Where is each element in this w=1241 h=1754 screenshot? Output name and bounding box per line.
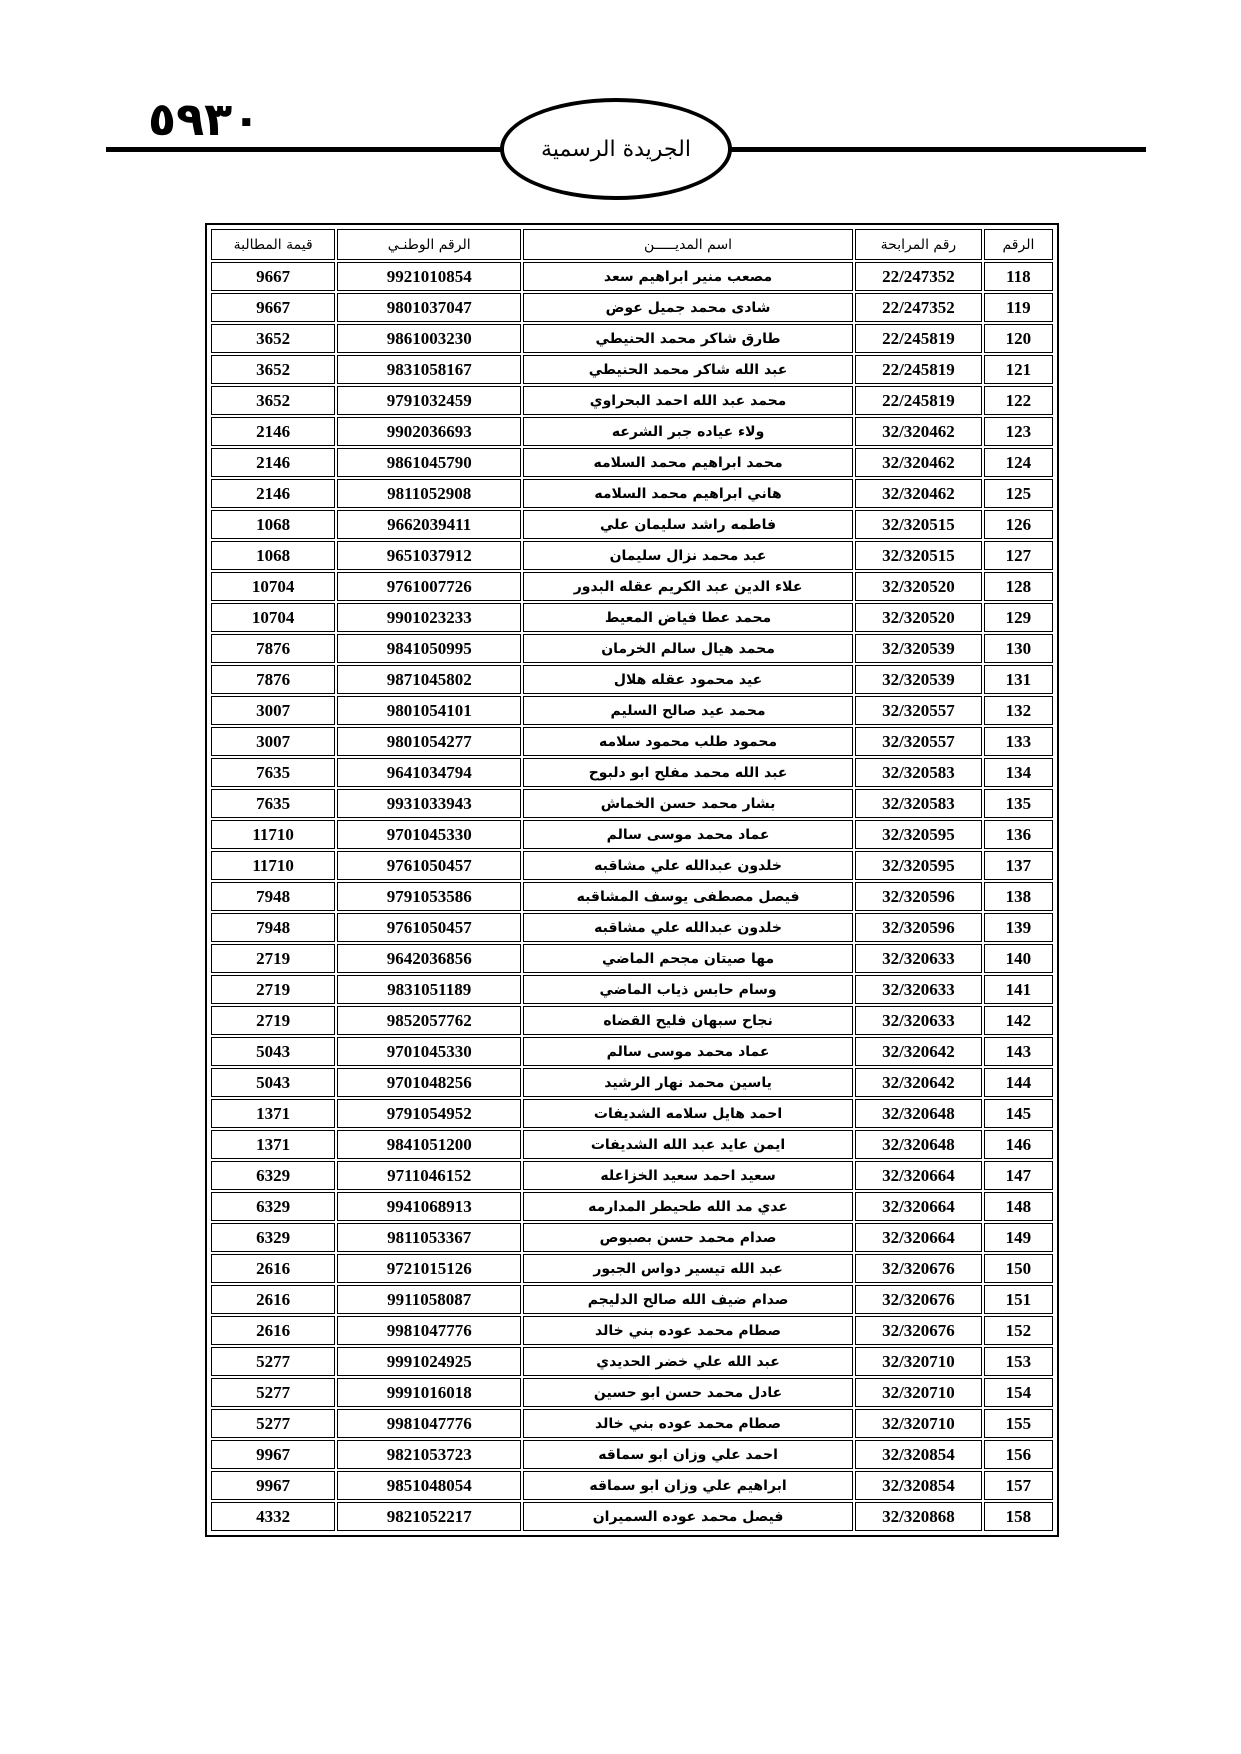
table-row bbox=[211, 1502, 1053, 1531]
national-id: 9831058167 bbox=[337, 355, 521, 384]
murabaha-number: 32/320596 bbox=[855, 913, 982, 942]
debtor-name: نجاح سبهان فليح القضاه bbox=[523, 1006, 853, 1035]
murabaha-number: 32/320676 bbox=[855, 1285, 982, 1314]
national-id: 9931033943 bbox=[337, 789, 521, 818]
masthead-title: الجريدة الرسمية bbox=[541, 136, 691, 162]
debtor-name: صدام محمد حسن بصبوص bbox=[523, 1223, 853, 1252]
table-row bbox=[211, 1316, 1053, 1345]
debtor-name: هاني ابراهيم محمد السلامه bbox=[523, 479, 853, 508]
table-row bbox=[211, 324, 1053, 353]
murabaha-number: 32/320642 bbox=[855, 1068, 982, 1097]
murabaha-number: 32/320557 bbox=[855, 696, 982, 725]
table-row bbox=[211, 262, 1053, 291]
claim-value: 9967 bbox=[211, 1440, 335, 1469]
national-id: 9902036693 bbox=[337, 417, 521, 446]
claim-value: 7948 bbox=[211, 882, 335, 911]
claim-value: 5277 bbox=[211, 1347, 335, 1376]
murabaha-number: 32/320642 bbox=[855, 1037, 982, 1066]
claim-value: 1068 bbox=[211, 510, 335, 539]
national-id: 9701045330 bbox=[337, 1037, 521, 1066]
debtor-name: خلدون عبدالله علي مشاقبه bbox=[523, 851, 853, 880]
column-header-debtor-name: اسم المديـــــن bbox=[523, 229, 853, 260]
national-id: 9831051189 bbox=[337, 975, 521, 1004]
row-index: 125 bbox=[984, 479, 1053, 508]
debtor-name: ايمن عايد عبد الله الشديفات bbox=[523, 1130, 853, 1159]
claim-value: 7876 bbox=[211, 634, 335, 663]
debtor-name: علاء الدين عبد الكريم عقله البدور bbox=[523, 572, 853, 601]
table-row bbox=[211, 727, 1053, 756]
table-row bbox=[211, 1254, 1053, 1283]
national-id: 9811053367 bbox=[337, 1223, 521, 1252]
table-row bbox=[211, 665, 1053, 694]
murabaha-number: 32/320648 bbox=[855, 1130, 982, 1159]
row-index: 142 bbox=[984, 1006, 1053, 1035]
murabaha-number: 32/320596 bbox=[855, 882, 982, 911]
claim-value: 7948 bbox=[211, 913, 335, 942]
row-index: 148 bbox=[984, 1192, 1053, 1221]
row-index: 126 bbox=[984, 510, 1053, 539]
claim-value: 2616 bbox=[211, 1285, 335, 1314]
national-id: 9981047776 bbox=[337, 1409, 521, 1438]
debtor-name: ياسين محمد نهار الرشيد bbox=[523, 1068, 853, 1097]
row-index: 131 bbox=[984, 665, 1053, 694]
murabaha-number: 32/320648 bbox=[855, 1099, 982, 1128]
table-row bbox=[211, 851, 1053, 880]
murabaha-number: 32/320515 bbox=[855, 510, 982, 539]
debtor-name: محمود طلب محمود سلامه bbox=[523, 727, 853, 756]
national-id: 9841050995 bbox=[337, 634, 521, 663]
national-id: 9811052908 bbox=[337, 479, 521, 508]
claim-value: 9667 bbox=[211, 293, 335, 322]
national-id: 9801037047 bbox=[337, 293, 521, 322]
national-id: 9851048054 bbox=[337, 1471, 521, 1500]
national-id: 9761007726 bbox=[337, 572, 521, 601]
debtor-name: وسام حابس ذياب الماضي bbox=[523, 975, 853, 1004]
debtor-name: عبد الله تيسير دواس الجبور bbox=[523, 1254, 853, 1283]
claim-value: 2616 bbox=[211, 1254, 335, 1283]
table-row bbox=[211, 789, 1053, 818]
claim-value: 9667 bbox=[211, 262, 335, 291]
murabaha-number: 32/320595 bbox=[855, 820, 982, 849]
table-row bbox=[211, 1378, 1053, 1407]
claim-value: 6329 bbox=[211, 1223, 335, 1252]
row-index: 151 bbox=[984, 1285, 1053, 1314]
row-index: 154 bbox=[984, 1378, 1053, 1407]
murabaha-number: 32/320664 bbox=[855, 1192, 982, 1221]
table-row bbox=[211, 603, 1053, 632]
national-id: 9711046152 bbox=[337, 1161, 521, 1190]
table-row bbox=[211, 820, 1053, 849]
claim-value: 5043 bbox=[211, 1068, 335, 1097]
claim-value: 1371 bbox=[211, 1130, 335, 1159]
column-header-index: الرقم bbox=[984, 229, 1053, 260]
claim-value: 10704 bbox=[211, 603, 335, 632]
debtor-name: محمد هيال سالم الخرمان bbox=[523, 634, 853, 663]
claim-value: 6329 bbox=[211, 1161, 335, 1190]
table-header-row bbox=[211, 229, 1053, 260]
column-header-murabaha: رقم المرابحة bbox=[855, 229, 982, 260]
row-index: 132 bbox=[984, 696, 1053, 725]
national-id: 9861045790 bbox=[337, 448, 521, 477]
claim-value: 7635 bbox=[211, 758, 335, 787]
murabaha-number: 22/245819 bbox=[855, 324, 982, 353]
row-index: 134 bbox=[984, 758, 1053, 787]
national-id: 9791032459 bbox=[337, 386, 521, 415]
murabaha-number: 32/320583 bbox=[855, 758, 982, 787]
murabaha-number: 22/245819 bbox=[855, 355, 982, 384]
national-id: 9821053723 bbox=[337, 1440, 521, 1469]
table-row bbox=[211, 975, 1053, 1004]
murabaha-number: 32/320462 bbox=[855, 417, 982, 446]
table-row bbox=[211, 913, 1053, 942]
national-id: 9801054277 bbox=[337, 727, 521, 756]
claim-value: 1068 bbox=[211, 541, 335, 570]
national-id: 9991024925 bbox=[337, 1347, 521, 1376]
table-row bbox=[211, 1471, 1053, 1500]
claim-value: 3652 bbox=[211, 355, 335, 384]
debtor-name: عبد محمد نزال سليمان bbox=[523, 541, 853, 570]
national-id: 9981047776 bbox=[337, 1316, 521, 1345]
row-index: 123 bbox=[984, 417, 1053, 446]
national-id: 9921010854 bbox=[337, 262, 521, 291]
debtor-name: ولاء عياده جبر الشرعه bbox=[523, 417, 853, 446]
national-id: 9911058087 bbox=[337, 1285, 521, 1314]
national-id: 9721015126 bbox=[337, 1254, 521, 1283]
table-row bbox=[211, 1409, 1053, 1438]
national-id: 9701048256 bbox=[337, 1068, 521, 1097]
national-id: 9662039411 bbox=[337, 510, 521, 539]
claim-value: 3007 bbox=[211, 696, 335, 725]
debtor-name: محمد ابراهيم محمد السلامه bbox=[523, 448, 853, 477]
claim-value: 1371 bbox=[211, 1099, 335, 1128]
murabaha-number: 32/320539 bbox=[855, 665, 982, 694]
national-id: 9641034794 bbox=[337, 758, 521, 787]
table-row bbox=[211, 1285, 1053, 1314]
claim-value: 3652 bbox=[211, 324, 335, 353]
claim-value: 5043 bbox=[211, 1037, 335, 1066]
national-id: 9991016018 bbox=[337, 1378, 521, 1407]
debtor-name: عماد محمد موسى سالم bbox=[523, 820, 853, 849]
national-id: 9852057762 bbox=[337, 1006, 521, 1035]
claim-value: 4332 bbox=[211, 1502, 335, 1531]
claim-value: 10704 bbox=[211, 572, 335, 601]
murabaha-number: 32/320520 bbox=[855, 572, 982, 601]
row-index: 136 bbox=[984, 820, 1053, 849]
table-row bbox=[211, 1347, 1053, 1376]
row-index: 122 bbox=[984, 386, 1053, 415]
debtor-name: ابراهيم علي وزان ابو سماقه bbox=[523, 1471, 853, 1500]
debtor-name: عدي مد الله طحيطر المدارمه bbox=[523, 1192, 853, 1221]
debtor-name: محمد عيد صالح السليم bbox=[523, 696, 853, 725]
row-index: 144 bbox=[984, 1068, 1053, 1097]
national-id: 9791054952 bbox=[337, 1099, 521, 1128]
murabaha-number: 32/320710 bbox=[855, 1409, 982, 1438]
table-row bbox=[211, 1440, 1053, 1469]
murabaha-number: 32/320868 bbox=[855, 1502, 982, 1531]
national-id: 9761050457 bbox=[337, 913, 521, 942]
row-index: 156 bbox=[984, 1440, 1053, 1469]
murabaha-number: 22/247352 bbox=[855, 262, 982, 291]
table-row bbox=[211, 1068, 1053, 1097]
debtor-name: عبد الله شاكر محمد الحنيطي bbox=[523, 355, 853, 384]
murabaha-number: 32/320676 bbox=[855, 1316, 982, 1345]
debtor-name: احمد علي وزان ابو سماقه bbox=[523, 1440, 853, 1469]
national-id: 9801054101 bbox=[337, 696, 521, 725]
debtor-name: شادى محمد جميل عوض bbox=[523, 293, 853, 322]
murabaha-number: 32/320710 bbox=[855, 1347, 982, 1376]
row-index: 155 bbox=[984, 1409, 1053, 1438]
row-index: 133 bbox=[984, 727, 1053, 756]
debtor-name: احمد هايل سلامه الشديفات bbox=[523, 1099, 853, 1128]
table-row bbox=[211, 417, 1053, 446]
row-index: 119 bbox=[984, 293, 1053, 322]
national-id: 9701045330 bbox=[337, 820, 521, 849]
national-id: 9941068913 bbox=[337, 1192, 521, 1221]
row-index: 120 bbox=[984, 324, 1053, 353]
table-row bbox=[211, 696, 1053, 725]
row-index: 145 bbox=[984, 1099, 1053, 1128]
murabaha-number: 32/320462 bbox=[855, 448, 982, 477]
debtor-name: مها صيتان مجحم الماضي bbox=[523, 944, 853, 973]
row-index: 150 bbox=[984, 1254, 1053, 1283]
table-row bbox=[211, 510, 1053, 539]
row-index: 127 bbox=[984, 541, 1053, 570]
debtors-table bbox=[205, 223, 1059, 1537]
table-row bbox=[211, 355, 1053, 384]
debtor-name: خلدون عبدالله علي مشاقبه bbox=[523, 913, 853, 942]
table-row bbox=[211, 572, 1053, 601]
table-row bbox=[211, 1130, 1053, 1159]
murabaha-number: 22/247352 bbox=[855, 293, 982, 322]
debtor-name: مصعب منير ابراهيم سعد bbox=[523, 262, 853, 291]
murabaha-number: 32/320676 bbox=[855, 1254, 982, 1283]
table-row bbox=[211, 1006, 1053, 1035]
murabaha-number: 32/320595 bbox=[855, 851, 982, 880]
row-index: 118 bbox=[984, 262, 1053, 291]
row-index: 124 bbox=[984, 448, 1053, 477]
debtor-name: عبد الله علي خضر الحديدي bbox=[523, 1347, 853, 1376]
claim-value: 11710 bbox=[211, 820, 335, 849]
murabaha-number: 32/320633 bbox=[855, 975, 982, 1004]
debtor-name: بشار محمد حسن الخماش bbox=[523, 789, 853, 818]
table-row bbox=[211, 293, 1053, 322]
table-row bbox=[211, 541, 1053, 570]
table-row bbox=[211, 944, 1053, 973]
claim-value: 2719 bbox=[211, 944, 335, 973]
row-index: 129 bbox=[984, 603, 1053, 632]
row-index: 147 bbox=[984, 1161, 1053, 1190]
table-row bbox=[211, 386, 1053, 415]
claim-value: 7635 bbox=[211, 789, 335, 818]
claim-value: 9967 bbox=[211, 1471, 335, 1500]
claim-value: 7876 bbox=[211, 665, 335, 694]
table-row bbox=[211, 634, 1053, 663]
claim-value: 2719 bbox=[211, 1006, 335, 1035]
table-row bbox=[211, 479, 1053, 508]
row-index: 143 bbox=[984, 1037, 1053, 1066]
national-id: 9841051200 bbox=[337, 1130, 521, 1159]
row-index: 153 bbox=[984, 1347, 1053, 1376]
row-index: 128 bbox=[984, 572, 1053, 601]
debtor-name: فاطمه راشد سليمان علي bbox=[523, 510, 853, 539]
row-index: 121 bbox=[984, 355, 1053, 384]
table-row bbox=[211, 448, 1053, 477]
national-id: 9861003230 bbox=[337, 324, 521, 353]
debtor-name: فيصل مصطفى يوسف المشاقبه bbox=[523, 882, 853, 911]
row-index: 135 bbox=[984, 789, 1053, 818]
row-index: 130 bbox=[984, 634, 1053, 663]
table-row bbox=[211, 1037, 1053, 1066]
debtor-name: سعيد احمد سعيد الخزاعله bbox=[523, 1161, 853, 1190]
row-index: 157 bbox=[984, 1471, 1053, 1500]
debtor-name: صطام محمد عوده بني خالد bbox=[523, 1409, 853, 1438]
debtor-name: محمد عبد الله احمد البحراوي bbox=[523, 386, 853, 415]
national-id: 9821052217 bbox=[337, 1502, 521, 1531]
murabaha-number: 32/320854 bbox=[855, 1471, 982, 1500]
table-row bbox=[211, 1099, 1053, 1128]
national-id: 9642036856 bbox=[337, 944, 521, 973]
column-header-claim-value: قيمة المطالبة bbox=[211, 229, 335, 260]
murabaha-number: 32/320539 bbox=[855, 634, 982, 663]
claim-value: 2146 bbox=[211, 448, 335, 477]
national-id: 9791053586 bbox=[337, 882, 521, 911]
row-index: 158 bbox=[984, 1502, 1053, 1531]
murabaha-number: 32/320462 bbox=[855, 479, 982, 508]
murabaha-number: 32/320854 bbox=[855, 1440, 982, 1469]
national-id: 9871045802 bbox=[337, 665, 521, 694]
debtor-name: عادل محمد حسن ابو حسين bbox=[523, 1378, 853, 1407]
row-index: 137 bbox=[984, 851, 1053, 880]
murabaha-number: 32/320520 bbox=[855, 603, 982, 632]
masthead-oval bbox=[500, 98, 732, 200]
debtor-name: عبد الله محمد مفلح ابو دلبوح bbox=[523, 758, 853, 787]
national-id: 9651037912 bbox=[337, 541, 521, 570]
row-index: 139 bbox=[984, 913, 1053, 942]
row-index: 146 bbox=[984, 1130, 1053, 1159]
claim-value: 3652 bbox=[211, 386, 335, 415]
claim-value: 2146 bbox=[211, 479, 335, 508]
claim-value: 3007 bbox=[211, 727, 335, 756]
table-row bbox=[211, 1161, 1053, 1190]
murabaha-number: 32/320664 bbox=[855, 1223, 982, 1252]
claim-value: 11710 bbox=[211, 851, 335, 880]
claim-value: 2616 bbox=[211, 1316, 335, 1345]
murabaha-number: 32/320583 bbox=[855, 789, 982, 818]
claim-value: 2719 bbox=[211, 975, 335, 1004]
row-index: 140 bbox=[984, 944, 1053, 973]
debtor-name: محمد عطا فياض المعيط bbox=[523, 603, 853, 632]
claim-value: 5277 bbox=[211, 1409, 335, 1438]
row-index: 152 bbox=[984, 1316, 1053, 1345]
table-row bbox=[211, 882, 1053, 911]
column-header-national-id: الرقم الوطنـي bbox=[337, 229, 521, 260]
table-row bbox=[211, 758, 1053, 787]
murabaha-number: 32/320633 bbox=[855, 944, 982, 973]
national-id: 9901023233 bbox=[337, 603, 521, 632]
debtor-name: صطام محمد عوده بني خالد bbox=[523, 1316, 853, 1345]
murabaha-number: 32/320664 bbox=[855, 1161, 982, 1190]
row-index: 141 bbox=[984, 975, 1053, 1004]
page-number: ٥٩٣٠ bbox=[148, 92, 261, 146]
murabaha-number: 32/320515 bbox=[855, 541, 982, 570]
table-row bbox=[211, 1192, 1053, 1221]
claim-value: 5277 bbox=[211, 1378, 335, 1407]
row-index: 138 bbox=[984, 882, 1053, 911]
row-index: 149 bbox=[984, 1223, 1053, 1252]
table-row bbox=[211, 1223, 1053, 1252]
claim-value: 6329 bbox=[211, 1192, 335, 1221]
murabaha-number: 32/320557 bbox=[855, 727, 982, 756]
debtor-name: عيد محمود عقله هلال bbox=[523, 665, 853, 694]
national-id: 9761050457 bbox=[337, 851, 521, 880]
debtor-name: طارق شاكر محمد الحنيطي bbox=[523, 324, 853, 353]
murabaha-number: 32/320710 bbox=[855, 1378, 982, 1407]
debtor-name: صدام ضيف الله صالح الدليجم bbox=[523, 1285, 853, 1314]
debtor-name: عماد محمد موسى سالم bbox=[523, 1037, 853, 1066]
murabaha-number: 22/245819 bbox=[855, 386, 982, 415]
murabaha-number: 32/320633 bbox=[855, 1006, 982, 1035]
claim-value: 2146 bbox=[211, 417, 335, 446]
debtor-name: فيصل محمد عوده السميران bbox=[523, 1502, 853, 1531]
